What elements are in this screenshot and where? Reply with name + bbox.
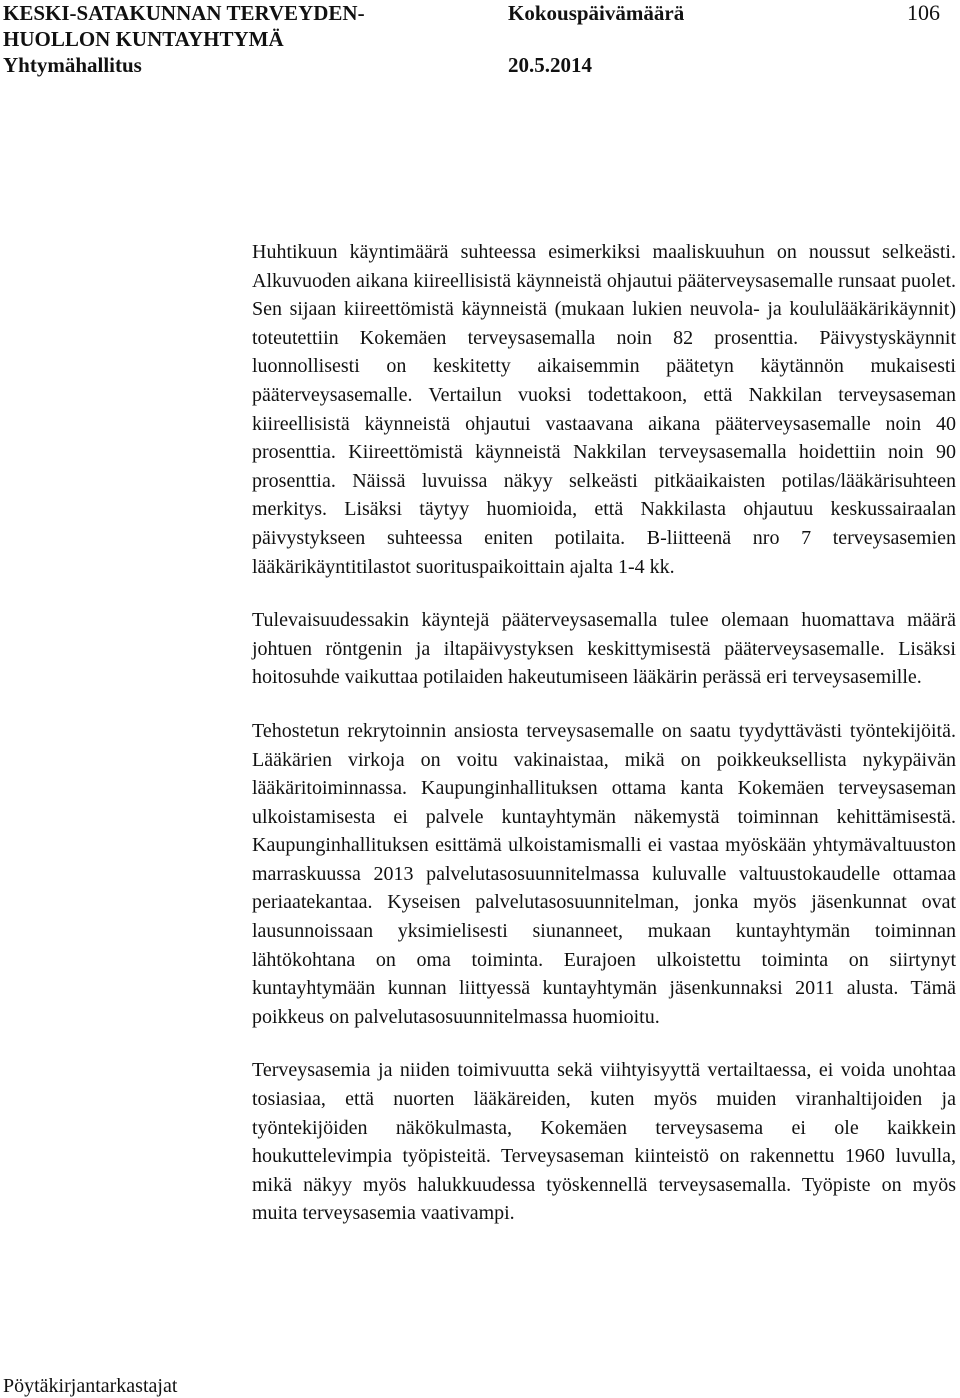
paragraph: Tulevaisuudessakin käyntejä pääterveysasemalla tulee olemaan huomattava määrä johtuen röntgenin ja iltapäivystyksen keskittymisestä pääterveysasemalle. Lisäksi hoitosuhde vaikuttaa potilaiden hakeutumiseen lääkärin perässä eri terveysasemille.: [252, 609, 956, 689]
footer-label: Pöytäkirjantarkastajat: [3, 1375, 178, 1397]
page-header: [3, 0, 958, 80]
meeting-date-block: [508, 0, 768, 78]
paragraph: Tehostetun rekrytoinnin ansiosta terveysasemalle on saatu tyydyttävästi työntekijöitä. Lääkärien virkoja on voitu vakinaistaa, mikä on poikkeuksellista nykypäivän lääkäritoiminnassa. Kaupunginhallituksen ottama kanta Kokemäen terveysaseman ulkoistamisesta ei palvele kuntayhtymän näkemystä toiminnan kehittämisestä. Kaupunginhallituksen esittämä ulkoistamismalli ei vastaa myöskään yhtymävaltuuston marraskuussa 2013 palvelutasosuunnitelmassa kuluvalle valtuustokaudelle ottamaa periaatekantaa. Kyseisen palvelutasosuunnitelman, jonka myös jäsenkunnat ovat lausunnoissaan yksimielisesti siunanneet, mukaan kuntayhtymän toiminnan lähtökohtana on oma toiminta. Eurajoen ulkoistettu toiminta on siirtynyt kuntayhtymään kunnan liittyessä kuntayhtymän jäsenkunnaksi 2011 alusta. Tämä poikkeus on palvelutasosuunnitelmassa huomioitu.: [252, 719, 956, 1028]
paragraph: Huhtikuun käyntimäärä suhteessa esimerkiksi maaliskuuhun on noussut selkeästi. Alkuvuoden aikana kiireellisistä käynneistä ohjautui pääterveysasemalle runsaat puolet. Sen sijaan kiireettömistä käynneistä (mukaan lukien neuvola- ja koululääkärikäynnit) toteutettiin Kokemäen terveysasemalla noin 82 prosenttia. Päivystyskäynnit luonnollisesti on keskitetty aikaisemmin päätetyn käytännön mukaisesti pääterveysasemalle. Vertailun vuoksi todettakoon, että Nakkilan terveysaseman kiireellisistä käynneistä ohjautui vastaavana aikana pääterveysasemalle noin 40 prosenttia. Kiireettömistä käynneistä Nakkilan terveysasemalla hoidettiin noin 90 prosenttia. Näissä luvuissa näkyy selkeästi pitkäaikaisten potilas/lääkärisuhteen merkitys. Lisäksi täytyy huomioida, että Nakkilasta ohjautuu keskussairaalan päivystykseen suhteessa eniten potilaita. B-liitteenä nro 7 terveysasemien lääkärikäyntitilastot suorituspaikoittain ajalta 1-4 kk.: [252, 241, 956, 578]
organization-name-line1: KESKI-SATAKUNNAN TERVEYDEN-: [3, 1, 365, 25]
organization-block: [3, 0, 403, 78]
paragraph: Terveysasemia ja niiden toimivuutta sekä viihtyisyyttä vertailtaessa, ei voida unohtaa tosiasiaa, että nuorten lääkäreiden, kuten myös muiden viranhaltijoiden ja työntekijöiden näkökulmasta, Kokemäen terveysasema ei ole kaikkein houkuttelevimpia työpisteitä. Terveysaseman kiinteistö on rakennettu 1960 luvulla, mikä näkyy myös halukkuudessa työskennellä terveysasemalla. Työpiste on myös muita terveysasemia vaativampi.: [252, 1059, 956, 1225]
board-name: Yhtymähallitus: [3, 53, 142, 77]
document-body: [252, 238, 956, 1253]
meeting-date-label: Kokouspäivämäärä: [508, 1, 685, 25]
page-number: 106: [907, 0, 940, 25]
organization-name-line2: HUOLLON KUNTAYHTYMÄ: [3, 27, 284, 51]
meeting-date: 20.5.2014: [508, 53, 592, 77]
